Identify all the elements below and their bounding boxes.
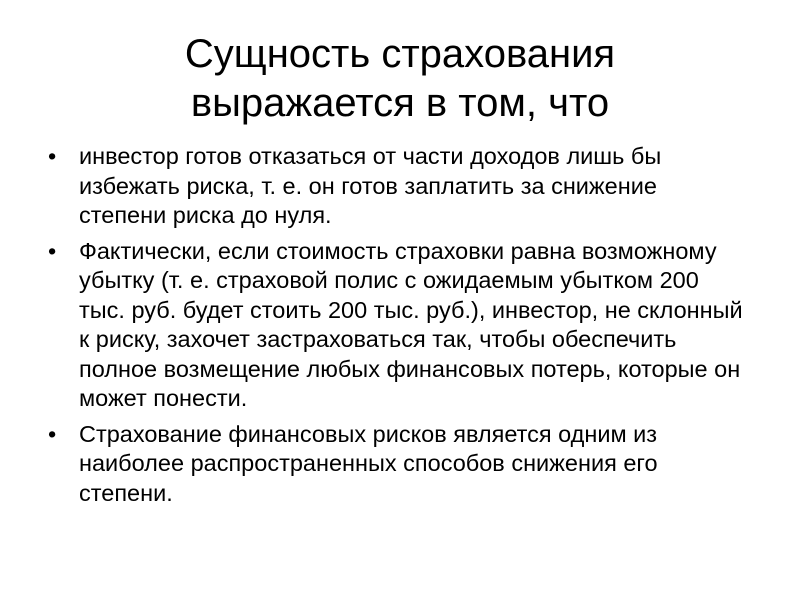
- bullet-item: [48, 142, 748, 231]
- slide-title: [40, 30, 760, 128]
- bullet-item: [48, 237, 748, 414]
- bullet-list: [48, 142, 748, 514]
- title-line-2: выражается в том, что: [190, 81, 610, 125]
- bullet-icon: •: [48, 420, 57, 447]
- bullet-icon: •: [48, 143, 57, 169]
- bullet-text: Страхование финансовых рисков является одним из наиболее распространенных способов снижения его степени.: [79, 420, 658, 506]
- bullet-text: Фактически, если стоимость страховки равна возможному убытку (т. е. страховой полис с ожидаемым убытком 200 тыс. руб. будет стоить 200 тыс. руб.), инвестор, не склонный к риску, захочет застраховаться так, чтобы обеспечить полное возмещение любых финансовых потерь, которые он может понести.: [79, 237, 743, 411]
- bullet-icon: •: [48, 237, 57, 264]
- bullet-item: [48, 420, 748, 509]
- bullet-text: инвестор готов отказаться от части доходов лишь бы избежать риска, т. е. он готов заплатить за снижение степени риска до нуля.: [79, 143, 662, 228]
- title-line-1: Сущность страхования: [184, 32, 616, 76]
